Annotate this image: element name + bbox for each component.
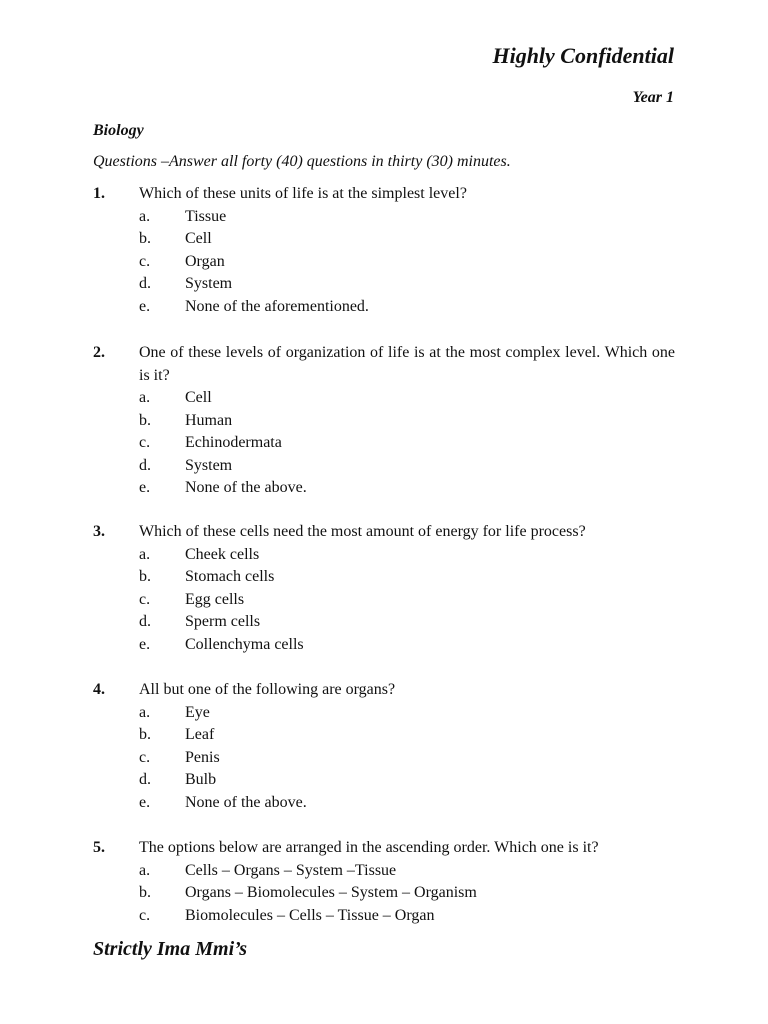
option-letter: c. [139, 590, 151, 608]
option-text: Human [185, 411, 233, 429]
option-text: None of the aforementioned. [185, 297, 369, 315]
option-text: Sperm cells [185, 613, 261, 630]
option-text: Echinodermata [185, 434, 282, 451]
option-a [139, 544, 675, 567]
option-text: Penis [185, 748, 220, 766]
year-label: Year 1 [632, 89, 674, 106]
option-letter: c. [139, 252, 151, 270]
option-letter: e. [139, 297, 151, 315]
option-c [139, 905, 675, 928]
option-b [139, 228, 675, 251]
option-e [139, 296, 675, 319]
question-5 [93, 837, 675, 927]
option-text: System [185, 275, 233, 292]
option-list [139, 544, 675, 657]
option-list [139, 860, 675, 928]
option-c [139, 251, 675, 274]
option-b [139, 724, 675, 747]
option-list [139, 387, 675, 500]
option-letter: e. [139, 479, 151, 496]
option-text: Cheek cells [185, 545, 260, 563]
option-list [139, 206, 675, 319]
question-1 [93, 183, 675, 318]
question-number: 2. [93, 344, 105, 361]
option-text: None of the above. [185, 793, 307, 811]
footer-signature: Strictly Ima Mmi’s [93, 938, 248, 960]
option-text: Leaf [185, 726, 215, 743]
question-text: The options below are arranged in the ascending order. Which one is it? [139, 839, 599, 856]
question-text: One of these levels of organization of life is at the most complex level. Which one is it? [139, 344, 675, 384]
option-d [139, 611, 675, 634]
option-letter: b. [139, 411, 151, 429]
option-b [139, 566, 675, 589]
option-letter: b. [139, 568, 151, 585]
option-text: Bulb [185, 771, 217, 788]
option-e [139, 634, 675, 657]
option-letter: a. [139, 861, 151, 879]
option-text: None of the above. [185, 479, 307, 496]
option-text: Cell [185, 389, 212, 406]
question-3 [93, 521, 675, 656]
option-letter: d. [139, 456, 151, 474]
option-letter: d. [139, 613, 151, 630]
question-text: Which of these cells need the most amount of energy for life process? [139, 523, 586, 540]
option-c [139, 432, 675, 455]
option-text: Egg cells [185, 590, 245, 608]
question-4 [93, 679, 675, 814]
question-number: 3. [93, 523, 105, 540]
subject-heading: Biology [93, 122, 144, 139]
option-e [139, 792, 675, 815]
option-letter: a. [139, 389, 151, 406]
option-text: Biomolecules – Cells – Tissue – Organ [185, 906, 435, 924]
question-number: 4. [93, 681, 105, 698]
option-c [139, 747, 675, 770]
option-letter: c. [139, 748, 151, 766]
option-text: Cell [185, 230, 212, 247]
option-letter: e. [139, 793, 151, 811]
option-c [139, 589, 675, 612]
option-letter: b. [139, 726, 151, 743]
option-letter: e. [139, 635, 151, 653]
option-letter: d. [139, 275, 151, 292]
question-text: Which of these units of life is at the simplest level? [139, 185, 467, 202]
option-letter: a. [139, 545, 151, 563]
option-a [139, 702, 675, 725]
option-list [139, 702, 675, 815]
option-e [139, 477, 675, 500]
option-b [139, 410, 675, 433]
document-title: Highly Confidential [492, 43, 674, 68]
exam-instructions: Questions –Answer all forty (40) questions in thirty (30) minutes. [93, 153, 511, 170]
question-text: All but one of the following are organs? [139, 681, 396, 698]
option-d [139, 769, 675, 792]
option-letter: b. [139, 230, 151, 247]
option-text: Collenchyma cells [185, 635, 304, 653]
option-d [139, 455, 675, 478]
option-letter: c. [139, 906, 151, 924]
option-b [139, 882, 675, 905]
option-letter: b. [139, 884, 151, 901]
option-text: Eye [185, 703, 210, 721]
option-d [139, 273, 675, 296]
option-text: Cells – Organs – System –Tissue [185, 861, 397, 879]
option-a [139, 206, 675, 229]
option-a [139, 387, 675, 410]
option-text: Stomach cells [185, 568, 275, 585]
option-letter: d. [139, 771, 151, 788]
option-a [139, 860, 675, 883]
option-letter: c. [139, 434, 151, 451]
option-letter: a. [139, 207, 151, 225]
option-letter: a. [139, 703, 151, 721]
question-number: 1. [93, 185, 105, 202]
option-text: Organ [185, 252, 225, 270]
option-text: Tissue [185, 207, 227, 225]
question-number: 5. [93, 839, 105, 856]
option-text: System [185, 456, 233, 474]
option-text: Organs – Biomolecules – System – Organism [185, 884, 477, 901]
question-2 [93, 342, 675, 500]
